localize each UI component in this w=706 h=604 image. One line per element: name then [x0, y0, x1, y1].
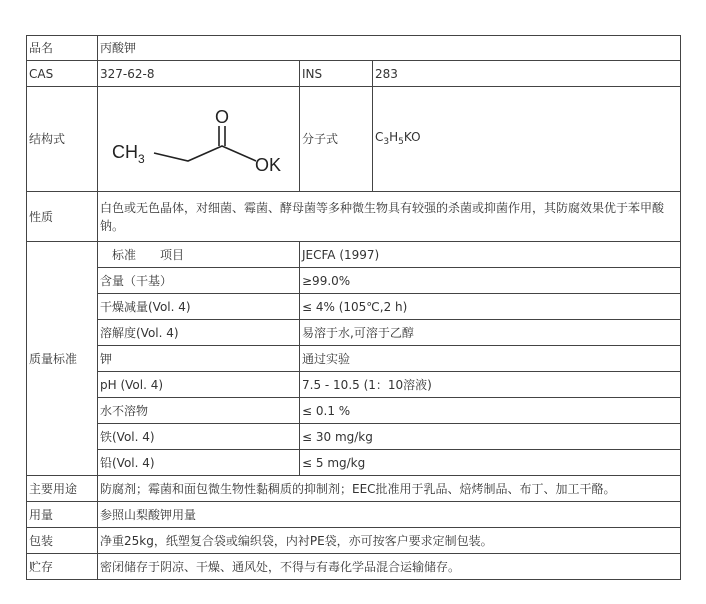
structural-formula-image — [106, 101, 286, 181]
ins-value: 283 — [373, 61, 681, 87]
use-value: 防腐剂；霉菌和面包微生物性黏稠质的抑制剂；EEC批准用于乳品、焙烤制品、布丁、加工干酪。 — [98, 476, 681, 502]
formula-value: $C_3H_5KO$ — [373, 87, 681, 192]
quality-header-standard: JECFA (1997) — [300, 242, 681, 268]
quality-value: ≤ 30 mg/kg — [300, 424, 681, 450]
quality-row — [27, 424, 681, 450]
quality-item: 溶解度(Vol. 4) — [98, 320, 300, 346]
quality-value: 7.5 - 10.5 (1：10溶液) — [300, 372, 681, 398]
ok-salt-label: OK — [255, 155, 282, 175]
formula-label: 分子式 — [300, 87, 373, 192]
use-label: 主要用途 — [27, 476, 98, 502]
name-value: 丙酸钾 — [98, 36, 681, 61]
quality-value: ≤ 5 mg/kg — [300, 450, 681, 476]
quality-value: ≥99.0% — [300, 268, 681, 294]
property-label: 性质 — [27, 192, 98, 242]
quality-item: 水不溶物 — [98, 398, 300, 424]
quality-header-row — [27, 242, 681, 268]
quality-row — [27, 398, 681, 424]
quality-row — [27, 346, 681, 372]
row-property — [27, 192, 681, 242]
cas-value: 327-62-8 — [98, 61, 300, 87]
row-main-use — [27, 476, 681, 502]
row-cas — [27, 61, 681, 87]
quality-value: ≤ 4% (105℃,2 h) — [300, 294, 681, 320]
row-package — [27, 528, 681, 554]
quality-item: pH (Vol. 4) — [98, 372, 300, 398]
product-spec-table — [26, 35, 681, 580]
row-dosage — [27, 502, 681, 528]
quality-item: 铁(Vol. 4) — [98, 424, 300, 450]
quality-row — [27, 320, 681, 346]
name-label: 品名 — [27, 36, 98, 61]
dosage-label: 用量 — [27, 502, 98, 528]
ins-label: INS — [300, 61, 373, 87]
quality-row — [27, 372, 681, 398]
carbonyl-oxygen-label: O — [215, 107, 230, 127]
storage-value: 密闭储存于阴凉、干燥、通风处，不得与有毒化学品混合运输储存。 — [98, 554, 681, 580]
dosage-value: 参照山梨酸钾用量 — [98, 502, 681, 528]
structure-label: 结构式 — [27, 87, 98, 192]
row-product-name — [27, 36, 681, 61]
package-label: 包装 — [27, 528, 98, 554]
quality-item: 钾 — [98, 346, 300, 372]
quality-row — [27, 450, 681, 476]
quality-header-item: 标准 项目 — [98, 242, 300, 268]
cas-label: CAS — [27, 61, 98, 87]
quality-item: 干燥减量(Vol. 4) — [98, 294, 300, 320]
structure-cell — [98, 87, 300, 192]
quality-row — [27, 268, 681, 294]
quality-row — [27, 294, 681, 320]
ch3-group-label: $CH_3$ — [112, 142, 145, 166]
property-value: 白色或无色晶体，对细菌、霉菌、酵母菌等多种微生物具有较强的杀菌或抑菌作用，其防腐效果优于苯甲酸钠。 — [98, 192, 681, 242]
package-value: 净重25kg，纸塑复合袋或编织袋，内衬PE袋，亦可按客户要求定制包装。 — [98, 528, 681, 554]
quality-value: 易溶于水,可溶于乙醇 — [300, 320, 681, 346]
row-structure — [27, 87, 681, 192]
row-storage — [27, 554, 681, 580]
quality-item: 含量（干基） — [98, 268, 300, 294]
quality-item: 铅(Vol. 4) — [98, 450, 300, 476]
carbon-chain-bonds — [154, 146, 256, 161]
quality-value: ≤ 0.1 % — [300, 398, 681, 424]
quality-label: 质量标准 — [27, 242, 98, 476]
quality-value: 通过实验 — [300, 346, 681, 372]
storage-label: 贮存 — [27, 554, 98, 580]
